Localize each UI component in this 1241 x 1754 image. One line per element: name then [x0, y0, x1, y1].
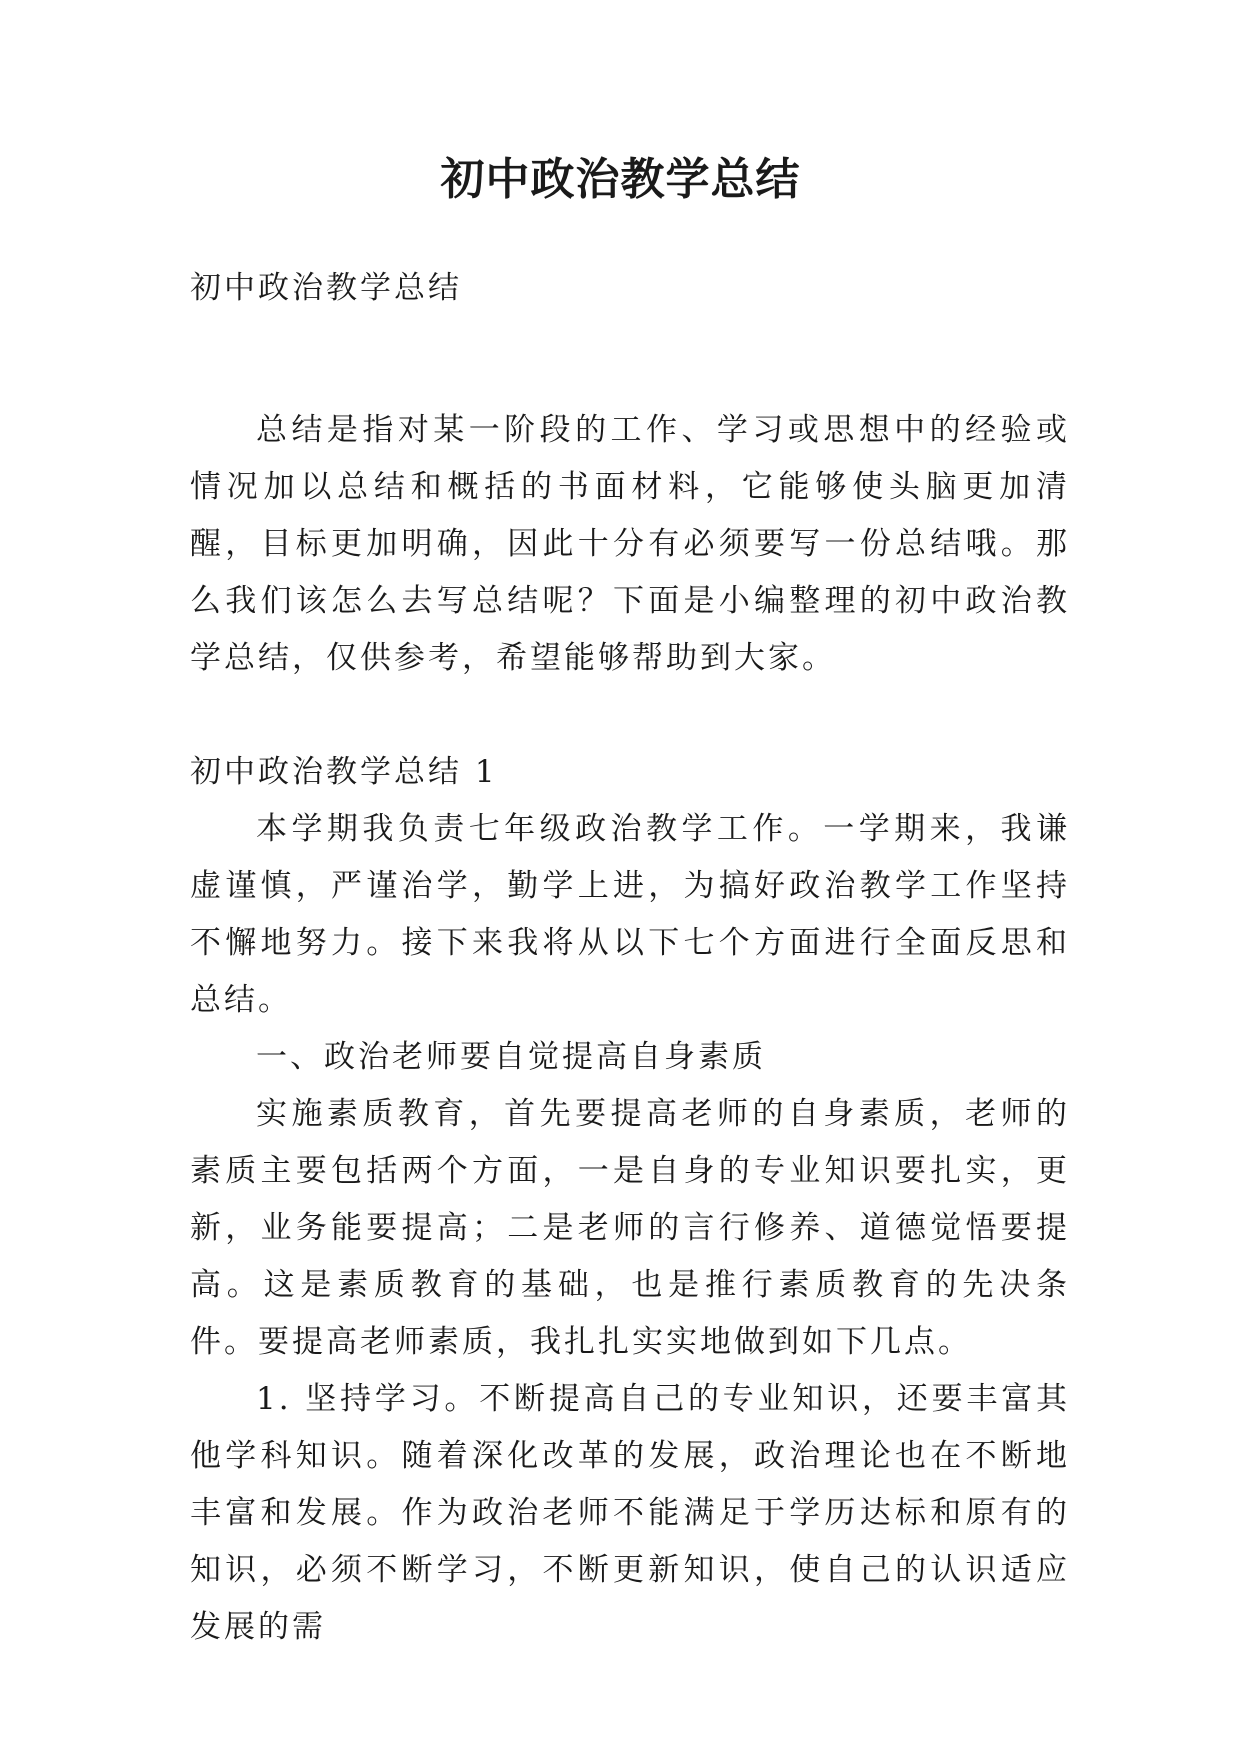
document-subtitle: 初中政治教学总结: [190, 270, 462, 306]
section-title: 初中政治教学总结 1: [190, 754, 498, 790]
document-title: 初中政治教学总结: [440, 154, 801, 205]
paragraph-1: 本学期我负责七年级政治教学工作。一学期来，我谦虚谨慎，严谨治学，勤学上进，为搞好政治教学工作坚持不懈地努力。接下来我将从以下七个方面进行全面反思和总结。: [190, 811, 1070, 1018]
heading-1: 一、政治老师要自觉提高自身素质: [256, 1039, 766, 1075]
section-body: [190, 801, 1070, 1656]
paragraph-3: 1. 坚持学习。不断提高自己的专业知识，还要丰富其他学科知识。随着深化改革的发展，政治理论也在不断地丰富和发展。作为政治老师不能满足于学历达标和原有的知识，必须不断学习，不断更新知识，使自己的认识适应发展的需: [190, 1381, 1070, 1645]
paragraph-2: 实施素质教育，首先要提高老师的自身素质，老师的素质主要包括两个方面，一是自身的专业知识要扎实，更新，业务能要提高；二是老师的言行修养、道德觉悟要提高。这是素质教育的基础，也是推行素质教育的先决条件。要提高老师素质，我扎扎实实地做到如下几点。: [190, 1096, 1070, 1360]
intro-paragraph: 总结是指对某一阶段的工作、学习或思想中的经验或情况加以总结和概括的书面材料，它能够使头脑更加清醒，目标更加明确，因此十分有必须要写一份总结哦。那么我们该怎么去写总结呢？下面是小编整理的初中政治教学总结，仅供参考，希望能够帮助到大家。: [190, 412, 1070, 676]
